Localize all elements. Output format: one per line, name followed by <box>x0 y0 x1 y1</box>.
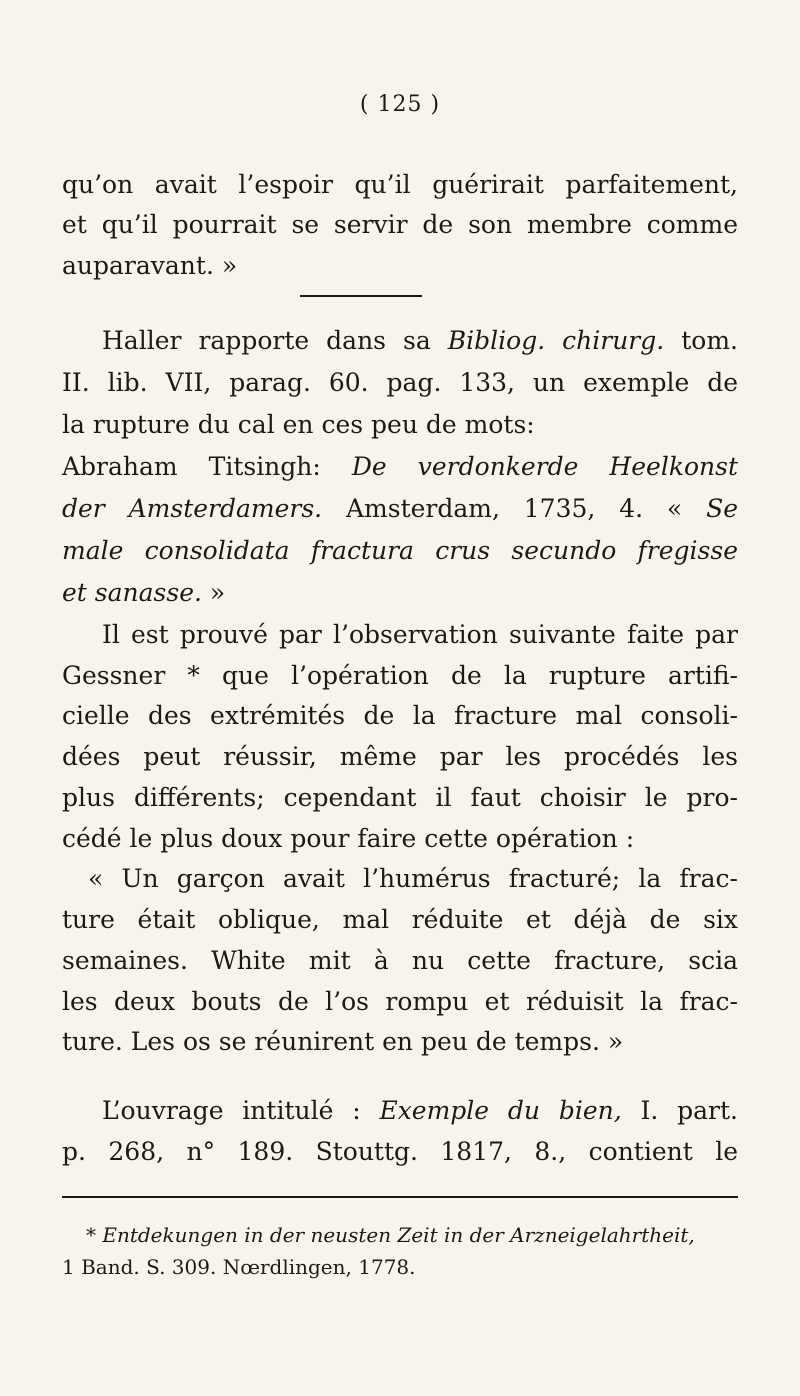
text-span: L’ouvrage intitulé : <box>102 1096 380 1125</box>
text-line: II. lib. VII, parag. 60. pag. 133, un exemple de <box>62 368 738 397</box>
page-number: ( 125 ) <box>359 92 441 117</box>
footnote-line: 1 Band. S. 309. Nœrdlingen, 1778. <box>62 1255 416 1279</box>
text-line <box>102 1092 738 1130</box>
text-line: p. 268, n° 189. Stouttg. 1817, 8., contient le <box>62 1137 738 1166</box>
text-line: les deux bouts de l’os rompu et réduisit la frac- <box>62 987 738 1016</box>
text-line: ture était oblique, mal réduite et déjà de six <box>62 905 738 934</box>
text-line: Il est prouvé par l’observation suivante faite par <box>102 620 738 649</box>
text-line: ture. Les os se réunirent en peu de temps. » <box>62 1027 624 1056</box>
text-line <box>62 574 738 612</box>
text-line: dées peut réussir, même par les procédés les <box>62 742 738 771</box>
text-line: et qu’il pourrait se servir de son membre comme <box>62 210 738 239</box>
text-line: cielle des extrémités de la fracture mal consoli- <box>62 701 738 730</box>
text-line: semaines. White mit à nu cette fracture, scia <box>62 946 738 975</box>
text-line: plus différents; cependant il faut choisir le pro- <box>62 783 738 812</box>
text-span: Abraham Titsingh: <box>62 452 352 481</box>
italic-title: De verdonkerde Heelkonst <box>351 452 738 481</box>
text-line: Gessner * que l’opération de la rupture artifi- <box>62 661 738 690</box>
text-line <box>102 322 738 360</box>
italic-quote: Se <box>706 494 738 523</box>
text-line <box>62 490 738 528</box>
footnote-title: Entdekungen in der neusten Zeit in der Arzneigelahrtheit, <box>102 1223 695 1247</box>
text-line: « Un garçon avait l’humérus fracturé; la frac- <box>88 864 738 893</box>
text-span: » <box>201 578 226 607</box>
text-line: la rupture du cal en ces peu de mots: <box>62 410 535 439</box>
text-span: tom. <box>664 326 738 355</box>
text-line: qu’on avait l’espoir qu’il guérirait parfaitement, <box>62 170 738 199</box>
text-span: Haller rapporte dans sa <box>102 326 448 355</box>
text-line: cédé le plus doux pour faire cette opération : <box>62 824 635 853</box>
section-separator <box>300 295 422 297</box>
italic-title: der Amsterdamers. <box>62 494 323 523</box>
text-line: auparavant. » <box>62 251 238 280</box>
text-span: Amsterdam, 1735, 4. « <box>322 494 707 523</box>
footnote-line <box>86 1220 738 1250</box>
text-line: male consolidata fractura crus secundo fregisse <box>62 536 738 565</box>
footnote-marker: * <box>86 1223 103 1247</box>
italic-title: Exemple du bien, <box>379 1096 622 1125</box>
footnote-separator <box>62 1196 738 1198</box>
text-span: I. part. <box>621 1096 739 1125</box>
italic-quote: et sanasse. <box>62 578 202 607</box>
italic-title: Bibliog. chirurg. <box>447 326 665 355</box>
text-line <box>62 448 738 486</box>
